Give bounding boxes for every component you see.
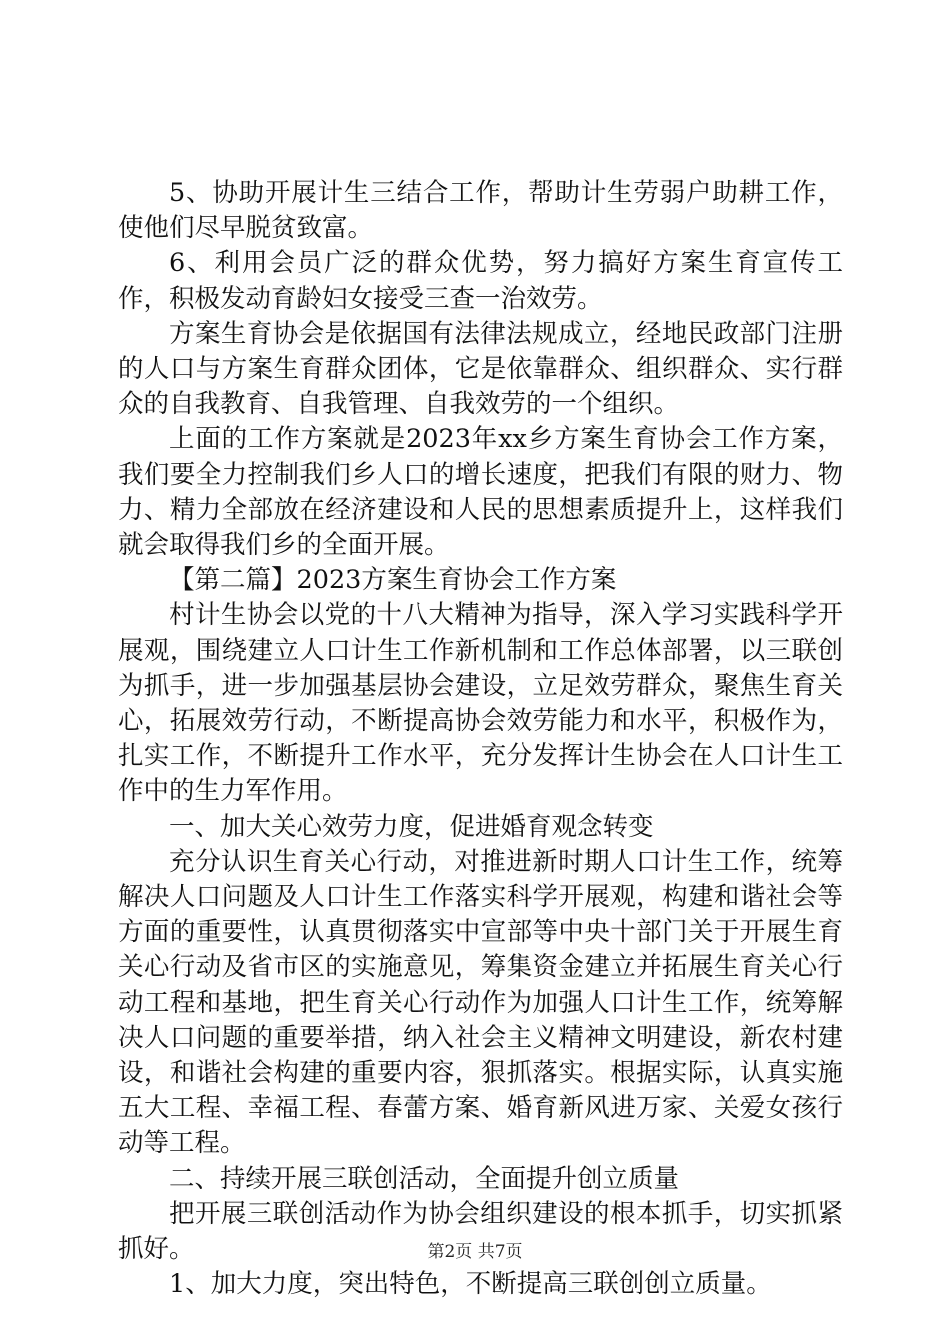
paragraph: 上面的工作方案就是2023年xx乡方案生育协会工作方案，我们要全力控制我们乡人口的增长速度，把我们有限的财力、物力、精力全部放在经济建设和人民的思想素质提升上，这样我们就会取得我们乡的全面开展。	[118, 424, 843, 561]
paragraph: 充分认识生育关心行动，对推进新时期人口计生工作，统筹解决人口问题及人口计生工作落实科学开展观，构建和谐社会等方面的重要性，认真贯彻落实中宣部等中央十部门关于开展生育关心行动及省市区的实施意见，筹集资金建立并拓展生育关心行动工程和基地，把生育关心行动作为加强人口计生工作，统筹解决人口问题的重要举措，纳入社会主义精神文明建设，新农村建设，和谐社会构建的重要内容，狠抓落实。根据实际，认真实施五大工程、幸福工程、春蕾方案、婚育新风进万家、关爱女孩行动等工程。	[118, 846, 843, 1159]
section-heading: 二、持续开展三联创活动，全面提升创立质量	[169, 1163, 680, 1194]
paragraph: 6、利用会员广泛的群众优势，努力搞好方案生育宣传工作，积极发动育龄妇女接受三查一治效劳。	[118, 248, 843, 314]
paragraph: 5、协助开展计生三结合工作，帮助计生劳弱户助耕工作，使他们尽早脱贫致富。	[118, 178, 843, 244]
paragraph: 把开展三联创活动作为协会组织建设的根本抓手，切实抓紧抓好。	[118, 1198, 843, 1265]
paragraph: 1、加大力度，突出特色，不断提高三联创创立质量。	[169, 1269, 772, 1300]
document-body	[118, 176, 843, 1303]
page-number: 第2页 共7页	[427, 1242, 523, 1262]
section-heading: 一、加大关心效劳力度，促进婚育观念转变	[169, 811, 654, 842]
section-title: 【第二篇】2023方案生育协会工作方案	[169, 565, 617, 596]
paragraph: 村计生协会以党的十八大精神为指导，深入学习实践科学开展观，围绕建立人口计生工作新机制和工作总体部署，以三联创为抓手，进一步加强基层协会建设，立足效劳群众，聚焦生育关心，拓展效劳行动，不断提高协会效劳能力和水平，积极作为，扎实工作，不断提升工作水平，充分发挥计生协会在人口计生工作中的生力军作用。	[118, 600, 843, 807]
paragraph: 方案生育协会是依据国有法律法规成立，经地民政部门注册的人口与方案生育群众团体，它是依靠群众、组织群众、实行群众的自我教育、自我管理、自我效劳的一个组织。	[118, 318, 843, 420]
